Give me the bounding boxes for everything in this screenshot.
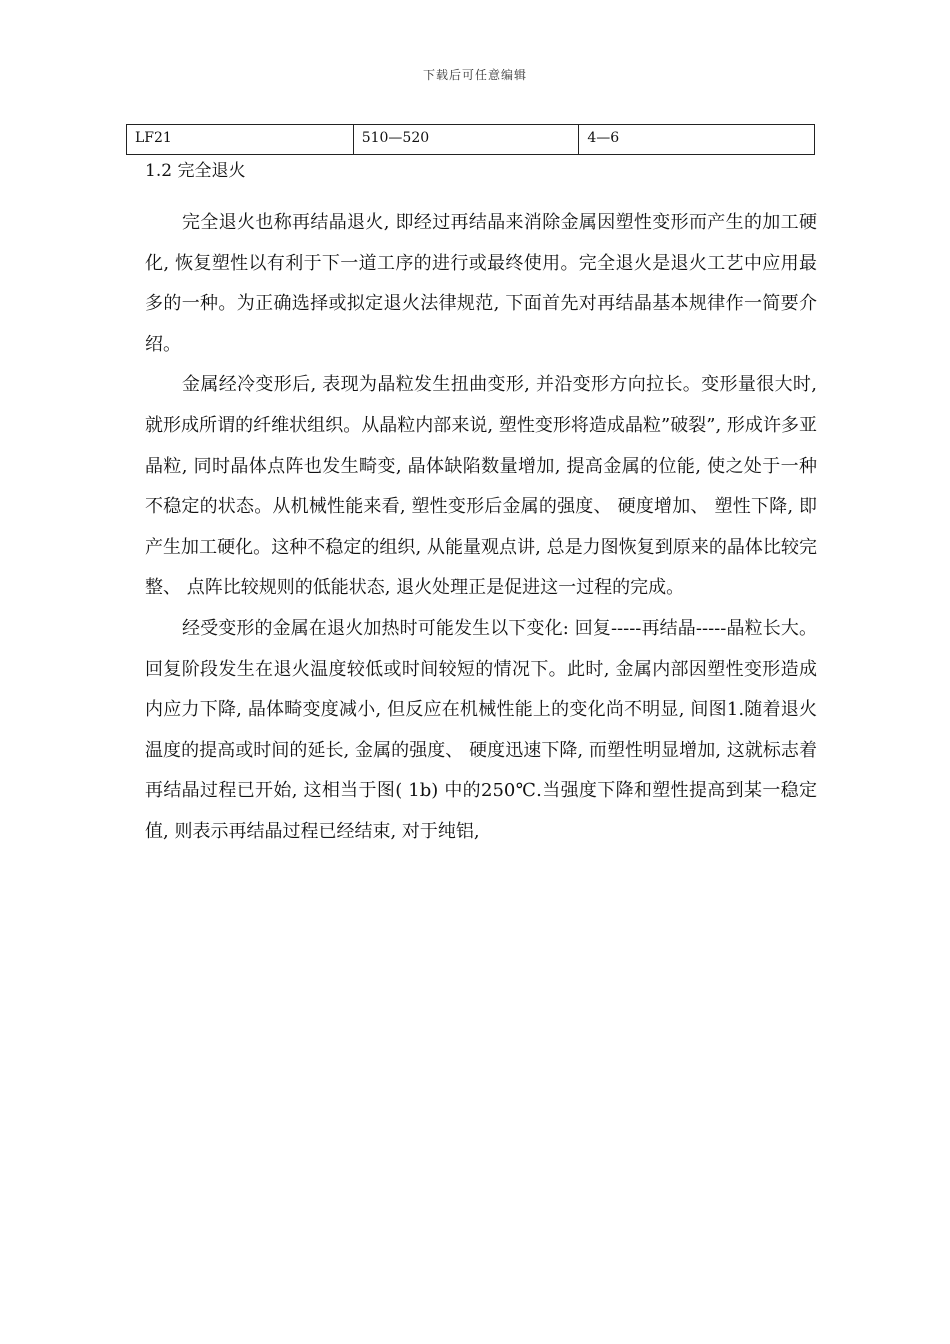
paragraph: 经受变形的金属在退火加热时可能发生以下变化: 回复-----再结晶-----晶粒长大。回复阶段发生在退火温度较低或时间较短的情况下。此时, 金属内部因塑性变形造成内应力下降, 晶体畸变度减小, 但反应在机械性能上的变化尚不明显, 间图1.随着退火温度的提高或时间的延长, 金属的强度、 硬度迅速下降, 而塑性明显增加, 这就标志着再结晶过程已开始, 这相当于图( 1b) 中的250℃.当强度下降和塑性提高到某一稳定值, 则表示再结晶过程已经结束, 对于纯铝, bbox=[145, 617, 817, 842]
page-header-note: 下载后可任意编辑 bbox=[422, 68, 527, 82]
paragraph: 完全退火也称再结晶退火, 即经过再结晶来消除金属因塑性变形而产生的加工硬化, 恢复塑性以有利于下一道工序的进行或最终使用。完全退火是退火工艺中应用最多的一种。为正确选择或拟定退火法律规范, 下面首先对再结晶基本规律作一简要介绍。 bbox=[145, 212, 817, 355]
table-cell-temperature: 510—520 bbox=[353, 125, 579, 155]
paragraph: 金属经冷变形后, 表现为晶粒发生扭曲变形, 并沿变形方向拉长。变形量很大时, 就形成所谓的纤维状组织。从晶粒内部来说, 塑性变形将造成晶粒”破裂”, 形成许多亚晶粒, 同时晶体点阵也发生畸变, 晶体缺陷数量增加, 提高金属的位能, 使之处于一种不稳定的状态。从机械性能来看, 塑性变形后金属的强度、 硬度增加、 塑性下降, 即产生加工硬化。这种不稳定的组织, 从能量观点讲, 总是力图恢复到原来的晶体比较完整、 点阵比较规则的低能状态, 退火处理正是促进这一过程的完成。 bbox=[145, 374, 817, 599]
table-cell-alloy: LF21 bbox=[127, 125, 354, 155]
section-heading: 1.2 完全退火 bbox=[145, 161, 246, 181]
document-body bbox=[145, 156, 817, 853]
table-row bbox=[127, 125, 815, 155]
table-cell-time: 4—6 bbox=[579, 125, 815, 155]
alloy-table bbox=[126, 124, 815, 155]
